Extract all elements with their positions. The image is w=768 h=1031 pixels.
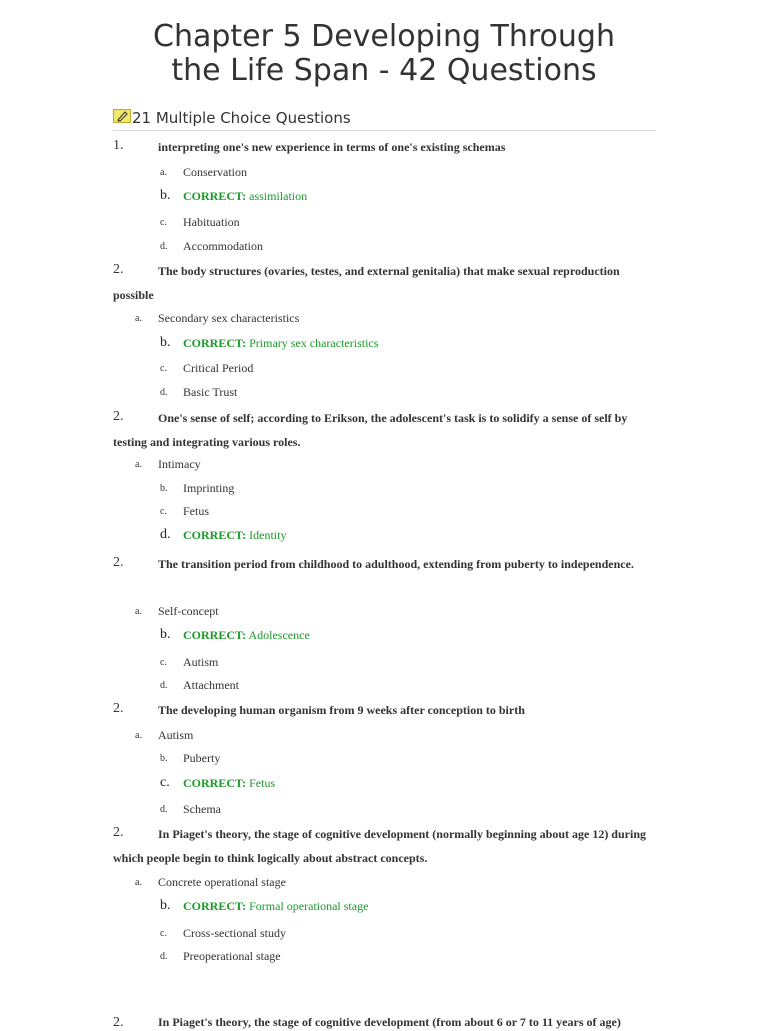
option-text: Cross-sectional study xyxy=(183,926,286,940)
option-text: Fetus xyxy=(183,504,210,518)
page-title xyxy=(100,20,668,88)
option-text: Habituation xyxy=(183,215,240,229)
correct-marker: CORRECT: xyxy=(183,336,247,350)
option-text: Preoperational stage xyxy=(183,949,281,963)
option-letter: a. xyxy=(160,167,167,178)
correct-answer xyxy=(183,899,368,914)
correct-answer xyxy=(183,528,286,543)
pencil-icon xyxy=(113,109,131,123)
option-text: Identity xyxy=(249,528,287,542)
question-number: 2. xyxy=(113,701,124,716)
option-text: assimilation xyxy=(249,189,308,203)
option-letter: a. xyxy=(135,606,142,617)
option-text: Formal operational stage xyxy=(249,899,369,913)
option-letter: a. xyxy=(135,877,142,888)
option-letter: a. xyxy=(135,313,142,324)
option-text: Conservation xyxy=(183,165,247,179)
question-number: 2. xyxy=(113,262,124,277)
option-letter: b. xyxy=(160,627,171,642)
option-letter: c. xyxy=(160,928,167,939)
question-text: The transition period from childhood to adulthood, extending from puberty to independence. xyxy=(158,557,634,571)
option-letter: b. xyxy=(160,898,171,913)
option-text: Autism xyxy=(158,728,194,742)
option-text: Basic Trust xyxy=(183,385,238,399)
option-letter: a. xyxy=(135,730,142,741)
section-label: 21 Multiple Choice Questions xyxy=(132,109,351,127)
question-number: 2. xyxy=(113,825,124,840)
title-line-2: the Life Span - 42 Questions xyxy=(171,53,597,88)
option-letter: d. xyxy=(160,951,168,962)
option-letter: d. xyxy=(160,680,168,691)
question-number: 2. xyxy=(113,409,124,424)
option-text: Imprinting xyxy=(183,481,235,495)
option-letter: c. xyxy=(160,506,167,517)
correct-answer xyxy=(183,336,378,351)
correct-marker: CORRECT: xyxy=(183,628,247,642)
title-line-1: Chapter 5 Developing Through xyxy=(153,19,615,54)
question-text: The body structures (ovaries, testes, and external genitalia) that make sexual reproduction possible xyxy=(113,264,620,302)
option-letter: d. xyxy=(160,804,168,815)
option-text: Puberty xyxy=(183,751,221,765)
question-text: In Piaget's theory, the stage of cognitive development (from about 6 or 7 to 11 years of age) xyxy=(158,1015,621,1029)
option-letter: a. xyxy=(135,459,142,470)
option-letter: d. xyxy=(160,527,171,542)
option-text: Fetus xyxy=(249,776,276,790)
option-letter: c. xyxy=(160,775,170,790)
option-text: Adolescence xyxy=(248,628,310,642)
option-text: Intimacy xyxy=(158,457,201,471)
option-letter: b. xyxy=(160,188,171,203)
question-number: 2. xyxy=(113,555,124,570)
question-number: 1. xyxy=(113,138,124,153)
section-header xyxy=(113,108,656,131)
option-letter: d. xyxy=(160,387,168,398)
option-text: Critical Period xyxy=(183,361,254,375)
option-letter: c. xyxy=(160,657,167,668)
option-text: Accommodation xyxy=(183,239,263,253)
correct-answer xyxy=(183,776,275,791)
option-text: Primary sex characteristics xyxy=(249,336,379,350)
question-number: 2. xyxy=(113,1015,124,1030)
correct-marker: CORRECT: xyxy=(183,189,247,203)
option-text: Schema xyxy=(183,802,221,816)
correct-answer xyxy=(183,189,307,204)
option-text: Self-concept xyxy=(158,604,219,618)
option-text: Attachment xyxy=(183,678,239,692)
option-text: Secondary sex characteristics xyxy=(158,311,300,325)
option-text: Autism xyxy=(183,655,219,669)
question-text: One's sense of self; according to Erikson, the adolescent's task is to solidify a sense of self by testing and integrating various roles. xyxy=(113,411,628,449)
correct-answer xyxy=(183,628,310,643)
option-letter: b. xyxy=(160,483,168,494)
question-text: In Piaget's theory, the stage of cognitive development (normally beginning about age 12) during which people begin to think logically about abstract concepts. xyxy=(113,827,646,865)
option-letter: c. xyxy=(160,217,167,228)
question-text: The developing human organism from 9 weeks after conception to birth xyxy=(158,703,525,717)
option-letter: d. xyxy=(160,241,168,252)
correct-marker: CORRECT: xyxy=(183,528,247,542)
question-text: interpreting one's new experience in terms of one's existing schemas xyxy=(158,140,506,154)
correct-marker: CORRECT: xyxy=(183,899,247,913)
option-letter: b. xyxy=(160,753,168,764)
option-letter: c. xyxy=(160,363,167,374)
option-letter: b. xyxy=(160,335,171,350)
option-text: Concrete operational stage xyxy=(158,875,286,889)
correct-marker: CORRECT: xyxy=(183,776,247,790)
